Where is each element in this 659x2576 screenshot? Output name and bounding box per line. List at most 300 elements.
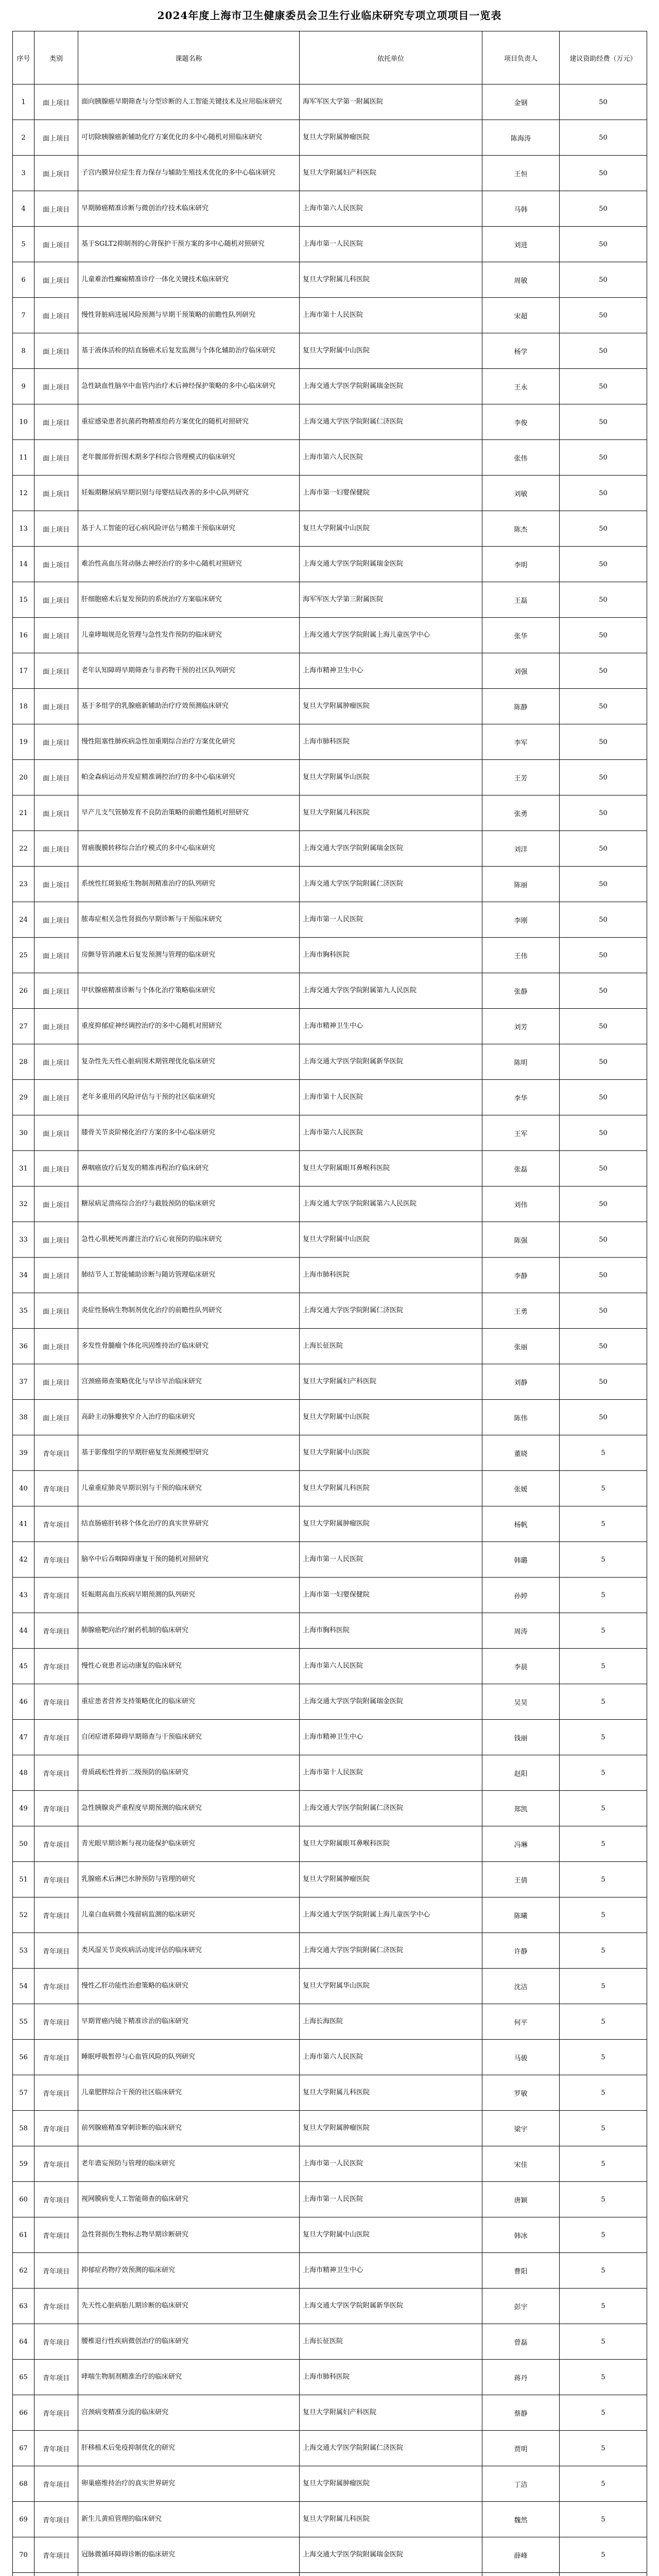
cell-funding: 50 bbox=[560, 1400, 647, 1435]
cell-unit: 上海交通大学医学院附属上海儿童医学中心 bbox=[300, 1897, 482, 1933]
cell-number: 21 bbox=[13, 795, 34, 831]
cell-project-title: 宫颈癌筛查策略优化与早诊早治临床研究 bbox=[78, 1364, 300, 1400]
cell-category: 面上项目 bbox=[34, 1400, 78, 1435]
cell-category: 青年项目 bbox=[34, 2502, 78, 2537]
cell-project-title: 睡眠呼吸暂停与心血管风险的队列研究 bbox=[78, 2040, 300, 2075]
cell-funding: 50 bbox=[560, 653, 647, 689]
cell-number: 26 bbox=[13, 973, 34, 1009]
cell-category: 面上项目 bbox=[34, 547, 78, 582]
cell-project-title: 新生儿黄疸管理的临床研究 bbox=[78, 2502, 300, 2537]
cell-unit: 上海交通大学医学院附属仁济医院 bbox=[300, 404, 482, 440]
table-row bbox=[13, 2324, 647, 2360]
cell-category: 面上项目 bbox=[34, 404, 78, 440]
cell-number: 59 bbox=[13, 2146, 34, 2182]
cell-leader: 李明 bbox=[482, 547, 560, 582]
table-row bbox=[13, 2040, 647, 2075]
cell-leader: 李华 bbox=[482, 1080, 560, 1115]
cell-number: 7 bbox=[13, 298, 34, 333]
column-header-funding: 建议资助经费（万元） bbox=[560, 31, 647, 84]
cell-leader: 梁宇 bbox=[482, 2111, 560, 2146]
cell-funding: 50 bbox=[560, 1329, 647, 1364]
cell-category: 面上项目 bbox=[34, 1293, 78, 1329]
cell-category: 青年项目 bbox=[34, 2182, 78, 2217]
cell-category: 面上项目 bbox=[34, 1080, 78, 1115]
cell-category: 面上项目 bbox=[34, 689, 78, 724]
cell-unit: 复旦大学附属儿科医院 bbox=[300, 262, 482, 298]
table-row bbox=[13, 511, 647, 547]
cell-project-title: 慢性心衰患者运动康复的临床研究 bbox=[78, 1649, 300, 1684]
cell-category: 青年项目 bbox=[34, 2537, 78, 2573]
cell-unit: 上海长海医院 bbox=[300, 2004, 482, 2040]
cell-category: 青年项目 bbox=[34, 1542, 78, 1578]
cell-project-title: 基于SGLT2抑制剂的心肾保护干预方案的多中心随机对照研究 bbox=[78, 227, 300, 262]
cell-number: 14 bbox=[13, 547, 34, 582]
cell-unit: 上海交通大学医学院附属瑞金医院 bbox=[300, 1684, 482, 1720]
cell-number: 52 bbox=[13, 1897, 34, 1933]
cell-unit: 上海市第六人民医院 bbox=[300, 1115, 482, 1151]
cell-category: 青年项目 bbox=[34, 1506, 78, 1542]
cell-funding: 5 bbox=[560, 1471, 647, 1506]
cell-funding: 5 bbox=[560, 2289, 647, 2324]
table-row bbox=[13, 1506, 647, 1542]
cell-leader: 李军 bbox=[482, 724, 560, 760]
cell-leader: 韩璐 bbox=[482, 1542, 560, 1578]
cell-funding: 50 bbox=[560, 120, 647, 156]
cell-leader: 张丽 bbox=[482, 1329, 560, 1364]
cell-unit: 上海交通大学医学院附属瑞金医院 bbox=[300, 369, 482, 404]
cell-leader: 刘伟 bbox=[482, 1187, 560, 1222]
cell-number: 38 bbox=[13, 1400, 34, 1435]
table-row bbox=[13, 1542, 647, 1578]
table-row bbox=[13, 1329, 647, 1364]
column-header-category: 类别 bbox=[34, 31, 78, 84]
cell-category: 青年项目 bbox=[34, 1791, 78, 1826]
cell-project-title: 慢性乙肝功能性治愈策略的临床研究 bbox=[78, 1969, 300, 2004]
table-row bbox=[13, 973, 647, 1009]
cell-project-title: 房颤导管消融术后复发预测与管理的临床研究 bbox=[78, 938, 300, 973]
cell-unit: 上海市第十人民医院 bbox=[300, 1080, 482, 1115]
cell-unit: 上海交通大学医学院附属瑞金医院 bbox=[300, 547, 482, 582]
cell-leader: 杨帆 bbox=[482, 1506, 560, 1542]
table-row bbox=[13, 2395, 647, 2431]
cell-unit: 复旦大学附属眼耳鼻喉科医院 bbox=[300, 1826, 482, 1862]
cell-project-title: 帕金森病运动并发症精准调控治疗的多中心临床研究 bbox=[78, 760, 300, 795]
cell-funding: 5 bbox=[560, 2040, 647, 2075]
cell-number: 54 bbox=[13, 1969, 34, 2004]
table-row bbox=[13, 440, 647, 476]
table-row bbox=[13, 1720, 647, 1755]
cell-number: 25 bbox=[13, 938, 34, 973]
cell-leader: 马骏 bbox=[482, 2040, 560, 2075]
table-row bbox=[13, 2075, 647, 2111]
cell-project-title: 青光眼早期诊断与视功能保护临床研究 bbox=[78, 1826, 300, 1862]
cell-project-title: 子宫内膜异位症生育力保存与辅助生殖技术优化的多中心临床研究 bbox=[78, 156, 300, 191]
cell-category: 青年项目 bbox=[34, 2466, 78, 2502]
cell-funding: 5 bbox=[560, 2466, 647, 2502]
cell-funding: 50 bbox=[560, 298, 647, 333]
cell-funding: 5 bbox=[560, 1862, 647, 1897]
column-header-leader: 项目负责人 bbox=[482, 31, 560, 84]
cell-number: 66 bbox=[13, 2395, 34, 2431]
cell-project-title: 结直肠癌肝转移个体化治疗的真实世界研究 bbox=[78, 1506, 300, 1542]
cell-category: 青年项目 bbox=[34, 2075, 78, 2111]
cell-project-title: 哮喘生物制剂精准治疗的临床研究 bbox=[78, 2360, 300, 2395]
table-row bbox=[13, 1293, 647, 1329]
cell-leader: 薛峰 bbox=[482, 2537, 560, 2573]
cell-funding: 5 bbox=[560, 1649, 647, 1684]
cell-number: 60 bbox=[13, 2182, 34, 2217]
cell-number: 17 bbox=[13, 653, 34, 689]
cell-number: 41 bbox=[13, 1506, 34, 1542]
cell-category: 面上项目 bbox=[34, 760, 78, 795]
cell-category bbox=[34, 2573, 78, 2576]
cell-unit: 上海市精神卫生中心 bbox=[300, 1720, 482, 1755]
cell-category: 青年项目 bbox=[34, 1720, 78, 1755]
cell-number: 30 bbox=[13, 1115, 34, 1151]
cell-category: 面上项目 bbox=[34, 1151, 78, 1187]
cell-unit: 上海市第六人民医院 bbox=[300, 2040, 482, 2075]
column-header-title: 课题名称 bbox=[78, 31, 300, 84]
cell-project-title: 肺腺癌靶向治疗耐药机制的临床研究 bbox=[78, 1613, 300, 1649]
cell-unit: 上海市第六人民医院 bbox=[300, 191, 482, 227]
cell-number: 39 bbox=[13, 1435, 34, 1471]
cell-category: 面上项目 bbox=[34, 724, 78, 760]
table-row bbox=[13, 120, 647, 156]
cell-funding: 50 bbox=[560, 511, 647, 547]
cell-number: 55 bbox=[13, 2004, 34, 2040]
cell-project-title: 基于多组学的乳腺癌新辅助治疗疗效预测临床研究 bbox=[78, 689, 300, 724]
cell-category: 面上项目 bbox=[34, 156, 78, 191]
cell-category: 青年项目 bbox=[34, 1684, 78, 1720]
cell-unit: 复旦大学附属儿科医院 bbox=[300, 795, 482, 831]
cell-leader: 王伟 bbox=[482, 938, 560, 973]
cell-leader: 宋超 bbox=[482, 298, 560, 333]
cell-funding: 5 bbox=[560, 2182, 647, 2217]
cell-project-title: 儿童难治性癫痫精准诊疗一体化关键技术临床研究 bbox=[78, 262, 300, 298]
table-row bbox=[13, 2360, 647, 2395]
cell-funding: 50 bbox=[560, 369, 647, 404]
table-row bbox=[13, 1862, 647, 1897]
cell-number: 45 bbox=[13, 1649, 34, 1684]
cell-number: 20 bbox=[13, 760, 34, 795]
cell-unit: 复旦大学附属中山医院 bbox=[300, 2217, 482, 2253]
table-row bbox=[13, 2253, 647, 2289]
cell-project-title: 早产儿支气管肺发育不良防治策略的前瞻性随机对照研究 bbox=[78, 795, 300, 831]
cell-leader: 陈强 bbox=[482, 1222, 560, 1258]
cell-number: 64 bbox=[13, 2324, 34, 2360]
table-row bbox=[13, 1435, 647, 1471]
cell-number: 22 bbox=[13, 831, 34, 867]
table-row bbox=[13, 2573, 647, 2576]
cell-unit: 复旦大学附属儿科医院 bbox=[300, 2075, 482, 2111]
cell-funding: 5 bbox=[560, 2146, 647, 2182]
cell-project-title: 视网膜病变人工智能筛查的临床研究 bbox=[78, 2182, 300, 2217]
table-row bbox=[13, 2502, 647, 2537]
table-row bbox=[13, 156, 647, 191]
cell-number: 28 bbox=[13, 1044, 34, 1080]
cell-number: 9 bbox=[13, 369, 34, 404]
table-row bbox=[13, 1578, 647, 1613]
cell-project-title: 儿童肥胖综合干预的社区临床研究 bbox=[78, 2075, 300, 2111]
cell-number: 53 bbox=[13, 1933, 34, 1969]
cell-category: 青年项目 bbox=[34, 2289, 78, 2324]
table-row bbox=[13, 1044, 647, 1080]
cell-category: 面上项目 bbox=[34, 1258, 78, 1293]
cell-funding: 50 bbox=[560, 973, 647, 1009]
cell-project-title: 早期肺癌精准诊断与微创治疗技术临床研究 bbox=[78, 191, 300, 227]
cell-funding: 5 bbox=[560, 1969, 647, 2004]
cell-category: 面上项目 bbox=[34, 298, 78, 333]
cell-unit: 复旦大学附属妇产科医院 bbox=[300, 156, 482, 191]
cell-unit: 上海市第一人民医院 bbox=[300, 227, 482, 262]
cell-category: 青年项目 bbox=[34, 1969, 78, 2004]
table-row bbox=[13, 1222, 647, 1258]
cell-unit: 复旦大学附属儿科医院 bbox=[300, 1471, 482, 1506]
cell-funding: 50 bbox=[560, 618, 647, 653]
cell-funding: 5 bbox=[560, 2075, 647, 2111]
cell-unit: 上海交通大学医学院附属上海儿童医学中心 bbox=[300, 618, 482, 653]
table-row bbox=[13, 1400, 647, 1435]
cell-leader: 刘强 bbox=[482, 653, 560, 689]
cell-category: 青年项目 bbox=[34, 1755, 78, 1791]
table-row bbox=[13, 1080, 647, 1115]
cell-unit: 上海交通大学医学院附属第九人民医院 bbox=[300, 973, 482, 1009]
cell-category: 青年项目 bbox=[34, 1471, 78, 1506]
project-table bbox=[12, 31, 647, 2576]
cell-leader: 李刚 bbox=[482, 902, 560, 938]
column-header-no: 序号 bbox=[13, 31, 34, 84]
cell-unit: 复旦大学附属中山医院 bbox=[300, 333, 482, 369]
cell-number: 12 bbox=[13, 476, 34, 511]
cell-category: 青年项目 bbox=[34, 1826, 78, 1862]
table-row bbox=[13, 227, 647, 262]
cell-unit: 复旦大学附属中山医院 bbox=[300, 1435, 482, 1471]
table-header-row bbox=[13, 31, 647, 84]
cell-funding: 5 bbox=[560, 2431, 647, 2466]
table-row bbox=[13, 938, 647, 973]
cell-project-title: 面向胰腺癌早期筛查与分型诊断的人工智能关键技术及应用临床研究 bbox=[78, 84, 300, 120]
cell-category: 面上项目 bbox=[34, 902, 78, 938]
cell-number: 51 bbox=[13, 1862, 34, 1897]
cell-leader: 王芳 bbox=[482, 760, 560, 795]
cell-leader: 王军 bbox=[482, 1115, 560, 1151]
cell-project-title: 肝细胞癌术后复发预防的系统治疗方案临床研究 bbox=[78, 582, 300, 618]
table-row bbox=[13, 1009, 647, 1044]
cell-funding: 5 bbox=[560, 1897, 647, 1933]
cell-project-title: 急性缺血性脑卒中血管内治疗术后神经保护策略的多中心临床研究 bbox=[78, 369, 300, 404]
cell-funding: 50 bbox=[560, 1187, 647, 1222]
table-row bbox=[13, 618, 647, 653]
cell-funding: 50 bbox=[560, 333, 647, 369]
cell-category: 面上项目 bbox=[34, 511, 78, 547]
cell-number: 35 bbox=[13, 1293, 34, 1329]
table-row bbox=[13, 867, 647, 902]
cell-unit bbox=[300, 2573, 482, 2576]
cell-funding: 50 bbox=[560, 440, 647, 476]
cell-leader: 刘静 bbox=[482, 1364, 560, 1400]
cell-project-title: 鼻咽癌放疗后复发的精准再程治疗临床研究 bbox=[78, 1151, 300, 1187]
cell-project-title: 脓毒症相关急性肾损伤早期诊断与干预临床研究 bbox=[78, 902, 300, 938]
column-header-unit: 依托单位 bbox=[300, 31, 482, 84]
cell-category: 青年项目 bbox=[34, 2040, 78, 2075]
table-row bbox=[13, 1791, 647, 1826]
cell-leader: 蒋丹 bbox=[482, 2360, 560, 2395]
cell-project-title: 儿童哮喘规范化管理与急性发作预防的临床研究 bbox=[78, 618, 300, 653]
cell-funding: 5 bbox=[560, 2111, 647, 2146]
cell-leader: 陈海涛 bbox=[482, 120, 560, 156]
cell-category: 面上项目 bbox=[34, 582, 78, 618]
table-row bbox=[13, 724, 647, 760]
cell-project-title: 老年多重用药风险评估与干预的社区临床研究 bbox=[78, 1080, 300, 1115]
cell-project-title: 可切除胰腺癌新辅助化疗方案优化的多中心随机对照临床研究 bbox=[78, 120, 300, 156]
cell-funding: 50 bbox=[560, 1258, 647, 1293]
cell-unit: 上海市精神卫生中心 bbox=[300, 1009, 482, 1044]
cell-funding: 50 bbox=[560, 1364, 647, 1400]
cell-category: 面上项目 bbox=[34, 831, 78, 867]
table-row bbox=[13, 84, 647, 120]
cell-project-title: 高龄主动脉瓣狭窄介入治疗的临床研究 bbox=[78, 1400, 300, 1435]
cell-funding: 50 bbox=[560, 547, 647, 582]
cell-funding: 50 bbox=[560, 582, 647, 618]
cell-funding: 5 bbox=[560, 1613, 647, 1649]
table-row bbox=[13, 1826, 647, 1862]
cell-leader: 魏然 bbox=[482, 2502, 560, 2537]
cell-category: 青年项目 bbox=[34, 1435, 78, 1471]
table-row bbox=[13, 2466, 647, 2502]
cell-leader: 贾明 bbox=[482, 2431, 560, 2466]
cell-funding: 50 bbox=[560, 867, 647, 902]
cell-unit: 上海交通大学医学院附属仁济医院 bbox=[300, 867, 482, 902]
cell-funding: 50 bbox=[560, 1293, 647, 1329]
cell-project-title: 早期胃癌内镜下精准诊治的临床研究 bbox=[78, 2004, 300, 2040]
cell-funding: 5 bbox=[560, 2360, 647, 2395]
cell-project-title: 肺结节人工智能辅助诊断与随访管理临床研究 bbox=[78, 1258, 300, 1293]
cell-leader: 冯琳 bbox=[482, 1826, 560, 1862]
cell-funding: 50 bbox=[560, 1115, 647, 1151]
cell-leader: 曹阳 bbox=[482, 2253, 560, 2289]
cell-number: 36 bbox=[13, 1329, 34, 1364]
cell-funding bbox=[560, 2573, 647, 2576]
cell-category: 面上项目 bbox=[34, 1044, 78, 1080]
cell-project-title: 老年髋部骨折围术期多学科综合管理模式的临床研究 bbox=[78, 440, 300, 476]
table-row bbox=[13, 1115, 647, 1151]
cell-unit: 复旦大学附属妇产科医院 bbox=[300, 1364, 482, 1400]
cell-number: 23 bbox=[13, 867, 34, 902]
cell-funding: 50 bbox=[560, 689, 647, 724]
cell-category: 青年项目 bbox=[34, 2431, 78, 2466]
cell-funding: 5 bbox=[560, 1435, 647, 1471]
cell-number: 62 bbox=[13, 2253, 34, 2289]
cell-category: 青年项目 bbox=[34, 2324, 78, 2360]
table-row bbox=[13, 689, 647, 724]
cell-category: 面上项目 bbox=[34, 333, 78, 369]
cell-funding: 5 bbox=[560, 2324, 647, 2360]
table-row bbox=[13, 2217, 647, 2253]
cell-category: 面上项目 bbox=[34, 795, 78, 831]
cell-unit: 上海市第一人民医院 bbox=[300, 2146, 482, 2182]
cell-leader: 李晨 bbox=[482, 1649, 560, 1684]
cell-unit: 上海市第一妇婴保健院 bbox=[300, 476, 482, 511]
cell-project-title: 先天性心脏病胎儿期诊断的临床研究 bbox=[78, 2289, 300, 2324]
cell-number: 10 bbox=[13, 404, 34, 440]
table-row bbox=[13, 831, 647, 867]
cell-project-title: 妊娠期高血压疾病早期预测的队列研究 bbox=[78, 1578, 300, 1613]
cell-unit: 上海长征医院 bbox=[300, 2324, 482, 2360]
cell-leader: 陈丽 bbox=[482, 867, 560, 902]
cell-leader: 钱丽 bbox=[482, 1720, 560, 1755]
cell-unit: 上海交通大学医学院附属新华医院 bbox=[300, 1044, 482, 1080]
table-row bbox=[13, 2289, 647, 2324]
cell-project-title: 基于影像组学的早期肝癌复发预测模型研究 bbox=[78, 1435, 300, 1471]
cell-leader: 刘洋 bbox=[482, 831, 560, 867]
cell-funding: 50 bbox=[560, 902, 647, 938]
table-row bbox=[13, 298, 647, 333]
cell-leader: 陈明 bbox=[482, 1044, 560, 1080]
table-row bbox=[13, 1649, 647, 1684]
table-row bbox=[13, 404, 647, 440]
cell-number: 69 bbox=[13, 2502, 34, 2537]
cell-unit: 上海交通大学医学院附属瑞金医院 bbox=[300, 831, 482, 867]
cell-funding: 5 bbox=[560, 1826, 647, 1862]
cell-unit: 上海交通大学医学院附属仁济医院 bbox=[300, 1933, 482, 1969]
cell-number: 40 bbox=[13, 1471, 34, 1506]
cell-project-title: 糖尿病足溃疡综合治疗与截肢预防的临床研究 bbox=[78, 1187, 300, 1222]
cell-project-title: 膝骨关节炎阶梯化治疗方案的多中心临床研究 bbox=[78, 1115, 300, 1151]
cell-leader: 唐颖 bbox=[482, 2182, 560, 2217]
cell-category: 面上项目 bbox=[34, 653, 78, 689]
cell-leader: 王永 bbox=[482, 369, 560, 404]
cell-unit: 复旦大学附属肿瘤医院 bbox=[300, 120, 482, 156]
table-row bbox=[13, 760, 647, 795]
cell-unit: 上海市第一人民医院 bbox=[300, 2182, 482, 2217]
cell-unit: 复旦大学附属儿科医院 bbox=[300, 2502, 482, 2537]
table-row bbox=[13, 369, 647, 404]
cell-category: 青年项目 bbox=[34, 2253, 78, 2289]
cell-funding: 5 bbox=[560, 1933, 647, 1969]
cell-leader: 张伟 bbox=[482, 440, 560, 476]
cell-project-title: 前列腺癌精准穿刺诊断的临床研究 bbox=[78, 2111, 300, 2146]
cell-unit: 上海市第六人民医院 bbox=[300, 1649, 482, 1684]
cell-category: 面上项目 bbox=[34, 1187, 78, 1222]
cell-leader: 宋佳 bbox=[482, 2146, 560, 2182]
cell-funding: 50 bbox=[560, 724, 647, 760]
cell-category: 青年项目 bbox=[34, 2111, 78, 2146]
table-row bbox=[13, 476, 647, 511]
table-row bbox=[13, 2537, 647, 2573]
cell-unit: 上海市第六人民医院 bbox=[300, 440, 482, 476]
cell-leader: 郑凯 bbox=[482, 1791, 560, 1826]
cell-number: 29 bbox=[13, 1080, 34, 1115]
cell-unit: 复旦大学附属肿瘤医院 bbox=[300, 1862, 482, 1897]
cell-category: 面上项目 bbox=[34, 369, 78, 404]
cell-number: 11 bbox=[13, 440, 34, 476]
cell-project-title: 抑郁症药物疗效预测的临床研究 bbox=[78, 2253, 300, 2289]
cell-project-title: 乳腺癌术后淋巴水肿预防与管理的研究 bbox=[78, 1862, 300, 1897]
cell-category: 面上项目 bbox=[34, 84, 78, 120]
cell-funding: 5 bbox=[560, 1791, 647, 1826]
cell-funding: 5 bbox=[560, 2502, 647, 2537]
cell-category: 青年项目 bbox=[34, 2004, 78, 2040]
cell-leader: 曾磊 bbox=[482, 2324, 560, 2360]
cell-funding: 50 bbox=[560, 831, 647, 867]
cell-project-title: 腰椎退行性疾病微创治疗的临床研究 bbox=[78, 2324, 300, 2360]
cell-number: 57 bbox=[13, 2075, 34, 2111]
cell-project-title: 甲状腺癌精准诊断与个体化治疗策略临床研究 bbox=[78, 973, 300, 1009]
cell-unit: 上海市肺科医院 bbox=[300, 2360, 482, 2395]
cell-leader: 王勇 bbox=[482, 1293, 560, 1329]
cell-leader: 张静 bbox=[482, 973, 560, 1009]
cell-number: 32 bbox=[13, 1187, 34, 1222]
